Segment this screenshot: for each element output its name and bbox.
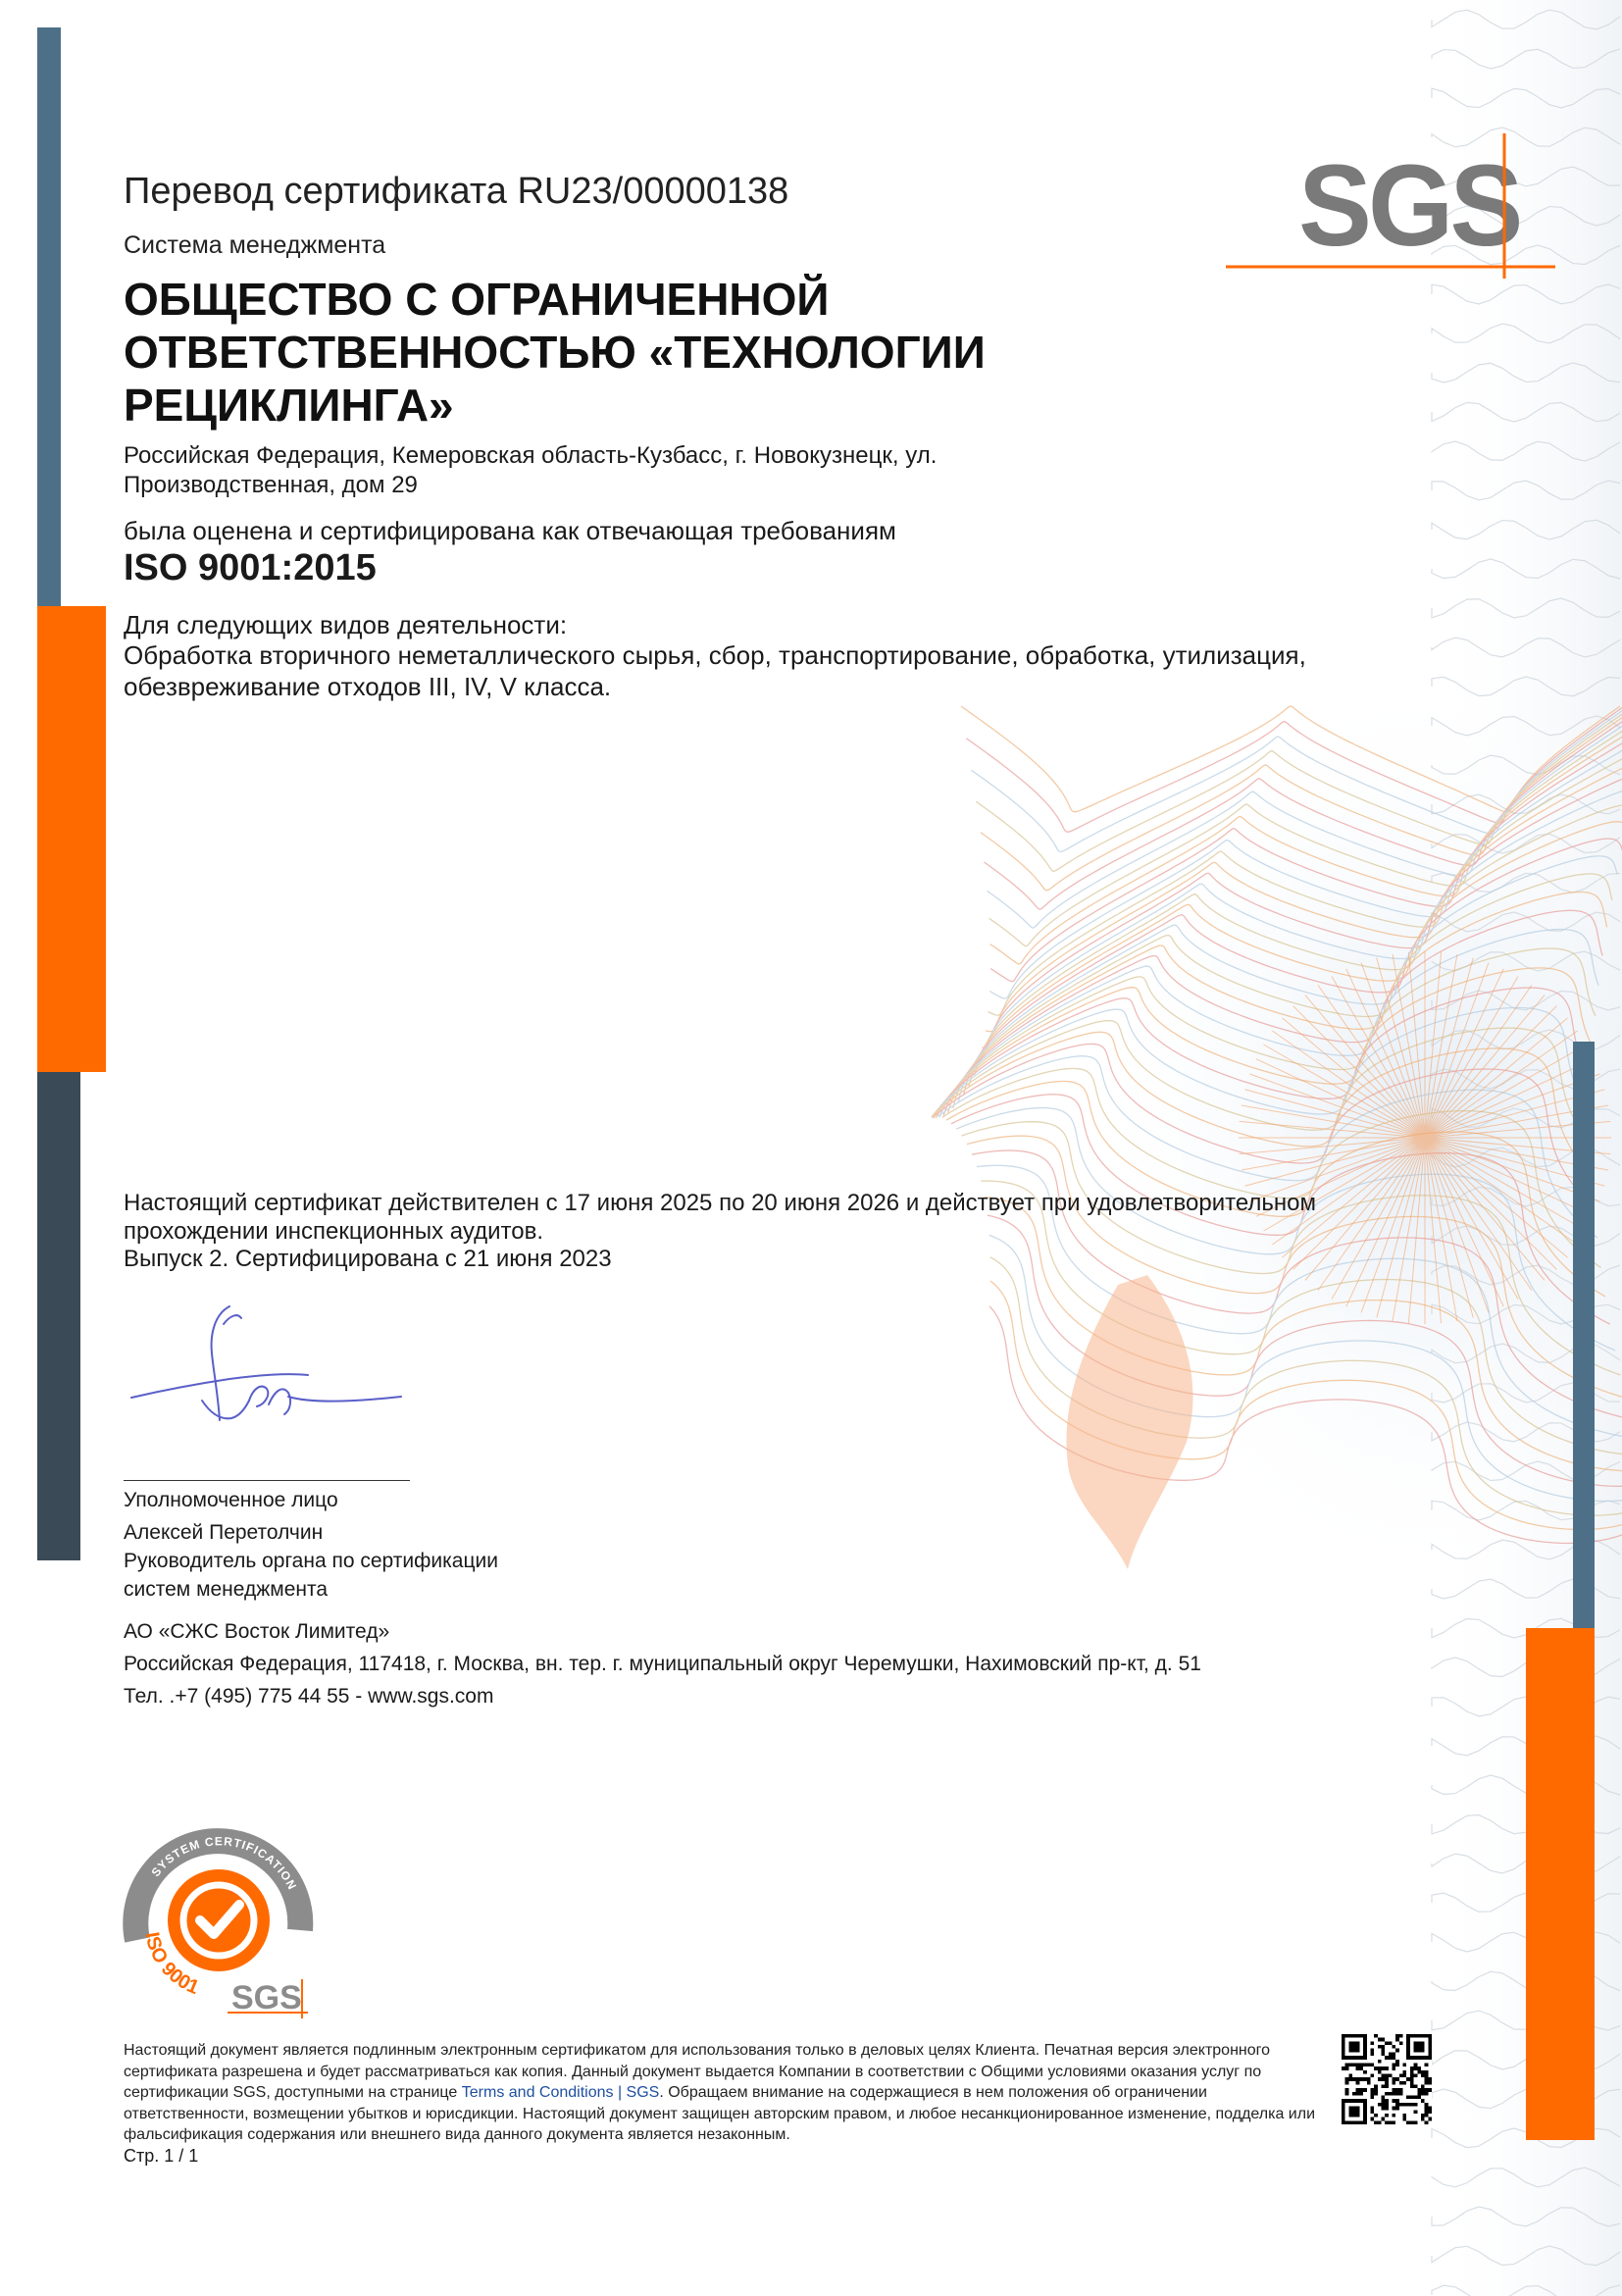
disclaimer-text-cont: . Обращаем внимание на содержащиеся в нем положения об ограничении ответственности, возмещении убытков и юрисдикции. Настоящий документ защищен авторским правом, и любое несанкционированное изменение, подделка или фальсификация содержания или внешнего вида данного документа является незаконным. xyxy=(124,2084,1316,2143)
scope-label: Для следующих видов деятельности: xyxy=(124,610,568,639)
page-number: Стр. 1 / 1 xyxy=(124,2146,199,2166)
issuer-name: АО «СЖС Восток Лимитед» xyxy=(124,1620,390,1643)
left-accent-bar-orange xyxy=(37,606,106,1072)
signature-line xyxy=(124,1480,410,1481)
bird-silhouette xyxy=(1066,1275,1192,1569)
signatory-role: Уполномоченное лицо xyxy=(124,1489,338,1511)
system-certification-badge xyxy=(116,1814,322,2020)
left-accent-bar-blue xyxy=(37,27,61,606)
terms-link[interactable]: Terms and Conditions | SGS xyxy=(461,2084,660,2101)
handwritten-signature xyxy=(122,1295,416,1442)
issuer-address: Российская Федерация, 117418, г. Москва, вн. тер. г. муниципальный округ Черемушки, Нахимовский пр-кт, д. 51 xyxy=(124,1653,1201,1675)
certificate-title: Перевод сертификата RU23/00000138 xyxy=(124,171,789,212)
signatory-position-cont: систем менеджмента xyxy=(124,1578,329,1601)
right-accent-bar-orange xyxy=(1526,1628,1595,2140)
issue-statement: Выпуск 2. Сертифицирована с 21 июня 2023 xyxy=(124,1246,612,1272)
company-name: ОБЩЕСТВО С ОГРАНИЧЕННОЙ ОТВЕТСТВЕННОСТЬЮ «ТЕХНОЛОГИИ РЕЦИКЛИНГА» xyxy=(124,274,986,431)
right-accent-bar-blue xyxy=(1573,1042,1595,1628)
signatory-position: Руководитель органа по сертификации xyxy=(124,1550,498,1572)
sgs-logo xyxy=(1226,129,1555,279)
qr-code[interactable] xyxy=(1342,2034,1432,2124)
signatory-name: Алексей Перетолчин xyxy=(124,1521,324,1544)
system-label: Система менеджмента xyxy=(124,231,386,259)
standard-name: ISO 9001:2015 xyxy=(124,547,377,588)
scope-text: Обработка вторичного неметаллического сырья, сбор, транспортирование, обработка, утилизация, обезвреживание отходов III, IV, V класса. xyxy=(124,640,1306,701)
issuer-contacts: Тел. .+7 (495) 775 44 55 - www.sgs.com xyxy=(124,1685,494,1708)
svg-text:SGS: SGS xyxy=(231,1979,302,2016)
svg-text:SYSTEM CERTIFICATION: SYSTEM CERTIFICATION xyxy=(148,1834,300,1893)
left-accent-bar-slate xyxy=(37,1072,80,1560)
svg-text:ISO 9001: ISO 9001 xyxy=(140,1930,203,2000)
company-address: Российская Федерация, Кемеровская область-Кузбасс, г. Новокузнецк, ул. Производственная, дом 29 xyxy=(124,442,938,498)
legal-disclaimer xyxy=(124,2040,1330,2146)
validity-statement: Настоящий сертификат действителен с 17 июня 2025 по 20 июня 2026 и действует при удовлетворительном прохождении инспекционных аудитов. xyxy=(124,1190,1316,1245)
disclaimer-text: Настоящий документ является подлинным электронным сертификатом для использования только в деловых целях Клиента. Печатная версия электронного сертификата разрешена и будет рассматриваться как копия. Данный документ выдается Компании в соответствии с Общими условиями оказания услуг по сертификации SGS, доступными на странице xyxy=(124,2042,1271,2101)
assessment-statement: была оценена и сертифицирована как отвечающая требованиям xyxy=(124,516,896,545)
svg-text:SGS: SGS xyxy=(1298,141,1520,271)
